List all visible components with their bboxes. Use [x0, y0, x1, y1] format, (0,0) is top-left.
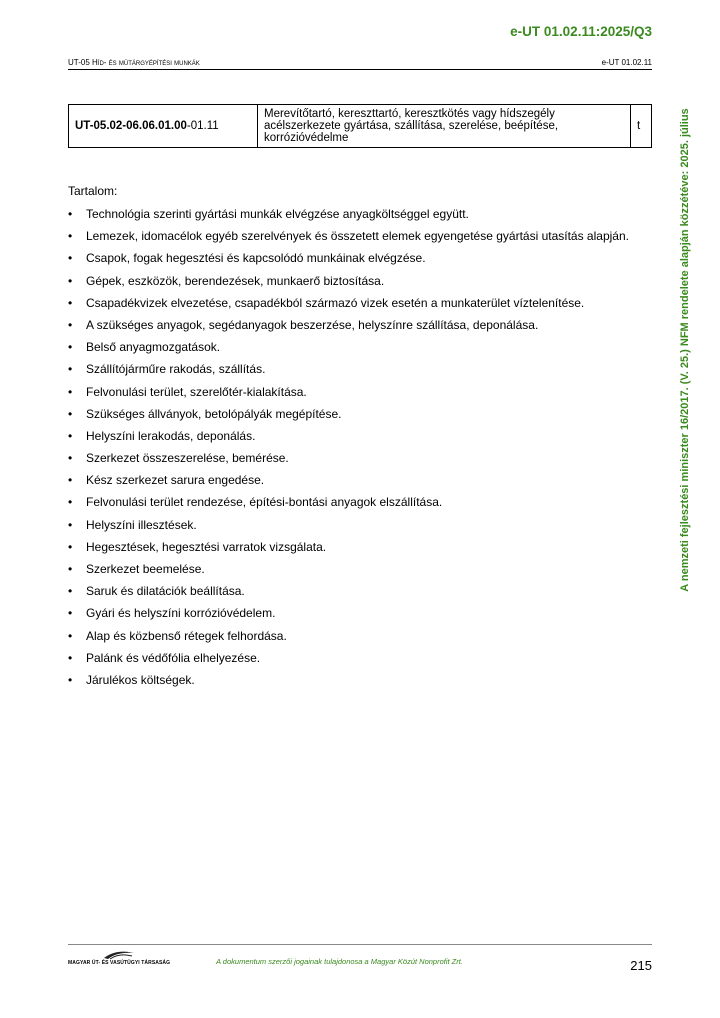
list-item [68, 629, 652, 643]
item-row [69, 105, 652, 148]
list-item-text: Gépek, eszközök, berendezések, munkaerő biztosítása. [86, 273, 385, 288]
list-item-text: Kész szerkezet sarura engedése. [86, 473, 265, 488]
list-item-text: Technológia szerinti gyártási munkák elvégzése anyagköltséggel együtt. [86, 207, 469, 221]
bullet-icon: • [68, 406, 73, 421]
list-item-text: Szerkezet összeszerelése, bemérése. [86, 451, 289, 466]
bullet-icon: • [68, 650, 73, 665]
logo-swoosh-icon [102, 950, 136, 960]
bullet-icon: • [68, 672, 73, 687]
item-code-suffix: -01.11 [186, 120, 219, 132]
content-title: Tartalom: [68, 184, 118, 198]
list-item [68, 251, 652, 265]
bullet-icon: • [68, 517, 73, 532]
bullet-icon: • [68, 495, 73, 510]
list-item-text: Csapadékvizek elvezetése, csapadékból származó vizek esetén a munkaterület víztelenítése. [86, 295, 585, 310]
list-item [68, 651, 652, 665]
list-item [68, 318, 652, 332]
bullet-icon: • [68, 384, 73, 399]
list-item-text: Járulékos költségek. [86, 672, 195, 687]
list-item [68, 451, 652, 465]
list-item [68, 562, 652, 576]
list-item [68, 362, 652, 376]
bullet-icon: • [68, 251, 73, 266]
content-list [68, 207, 652, 687]
bullet-icon: • [68, 539, 73, 554]
bullet-icon: • [68, 584, 73, 599]
item-code: UT-05.02-06.06.01.00 [75, 120, 187, 132]
copyright-note: A dokumentum szerzői jogainak tulajdonosa a Magyar Közút Nonprofit Zrt. [216, 957, 463, 966]
list-item [68, 540, 652, 554]
list-item-text: Felvonulási terület, szerelőtér-kialakítása. [86, 384, 307, 399]
list-item [68, 207, 652, 221]
bullet-icon: • [68, 207, 73, 221]
list-item-text: Szükséges állványok, betolópályák megépítése. [86, 406, 342, 421]
publication-side-note: A nemzeti fejlesztési miniszter 16/2017. (V. 25.) NFM rendelete alapján közzétéve: 2025. július [679, 108, 691, 592]
list-item-text: Saruk és dilatációk beállítása. [86, 584, 245, 599]
bullet-icon: • [68, 340, 73, 355]
list-item-text: Belső anyagmozgatások. [86, 340, 221, 355]
bullet-icon: • [68, 229, 73, 244]
document-code: e-UT 01.02.11:2025/Q3 [510, 24, 652, 39]
list-item [68, 385, 652, 399]
list-item-text: Alap és közbenső rétegek felhordása. [86, 628, 287, 643]
bullet-icon: • [68, 451, 73, 466]
list-item-text: Gyári és helyszíni korrózióvédelem. [86, 606, 276, 621]
bullet-icon: • [68, 628, 73, 643]
item-code-cell [69, 105, 258, 148]
society-logo [68, 950, 171, 970]
list-item-text: Palánk és védőfólia elhelyezése. [86, 650, 261, 665]
list-item-text: Felvonulási terület rendezése, építési-bontási anyagok elszállítása. [86, 495, 443, 510]
list-item [68, 606, 652, 620]
bullet-icon: • [68, 428, 73, 443]
bullet-icon: • [68, 473, 73, 488]
list-item [68, 673, 652, 687]
running-header [68, 58, 652, 70]
list-item [68, 407, 652, 421]
list-item [68, 296, 652, 310]
list-item-text: Lemezek, idomacélok egyéb szerelvények és összetett elemek egyengetése gyártási utasítás alapján. [86, 229, 629, 244]
bullet-icon: • [68, 562, 73, 576]
list-item-text: Csapok, fogak hegesztési és kapcsolódó munkáinak elvégzése. [86, 251, 426, 266]
page-number: 215 [630, 958, 652, 973]
logo-text: MAGYAR ÚT- ÉS VASÚTÜGYI TÁRSASÁG [68, 960, 171, 966]
bullet-icon: • [68, 362, 73, 377]
list-item-text: Szerkezet beemelése. [86, 562, 205, 576]
item-description: Merevítőtartó, kereszttartó, keresztkötés vagy hídszegély acélszerkezete gyártása, szállítása, szerelése, beépítése, korrózióvédelme [258, 105, 631, 148]
bullet-icon: • [68, 606, 73, 621]
list-item [68, 518, 652, 532]
item-table [68, 104, 652, 148]
list-item-text: A szükséges anyagok, segédanyagok beszerzése, helyszínre szállítása, deponálása. [86, 317, 539, 332]
bullet-icon: • [68, 273, 73, 288]
footer-divider [68, 944, 652, 945]
list-item [68, 229, 652, 243]
list-item [68, 340, 652, 354]
list-item-text: Szállítójárműre rakodás, szállítás. [86, 362, 266, 377]
bullet-icon: • [68, 295, 73, 310]
item-unit: t [631, 105, 652, 148]
header-standard: e-UT 01.02.11 [601, 58, 652, 67]
list-item [68, 429, 652, 443]
list-item [68, 584, 652, 598]
list-item-text: Helyszíni lerakodás, deponálás. [86, 428, 256, 443]
list-item [68, 495, 652, 509]
list-item [68, 473, 652, 487]
list-item-text: Hegesztések, hegesztési varratok vizsgálata. [86, 539, 327, 554]
header-chapter: UT-05 Híd- és műtárgyépítési munkák [68, 58, 200, 67]
list-item-text: Helyszíni illesztések. [86, 517, 197, 532]
list-item [68, 274, 652, 288]
content-section [68, 184, 652, 695]
bullet-icon: • [68, 317, 73, 332]
